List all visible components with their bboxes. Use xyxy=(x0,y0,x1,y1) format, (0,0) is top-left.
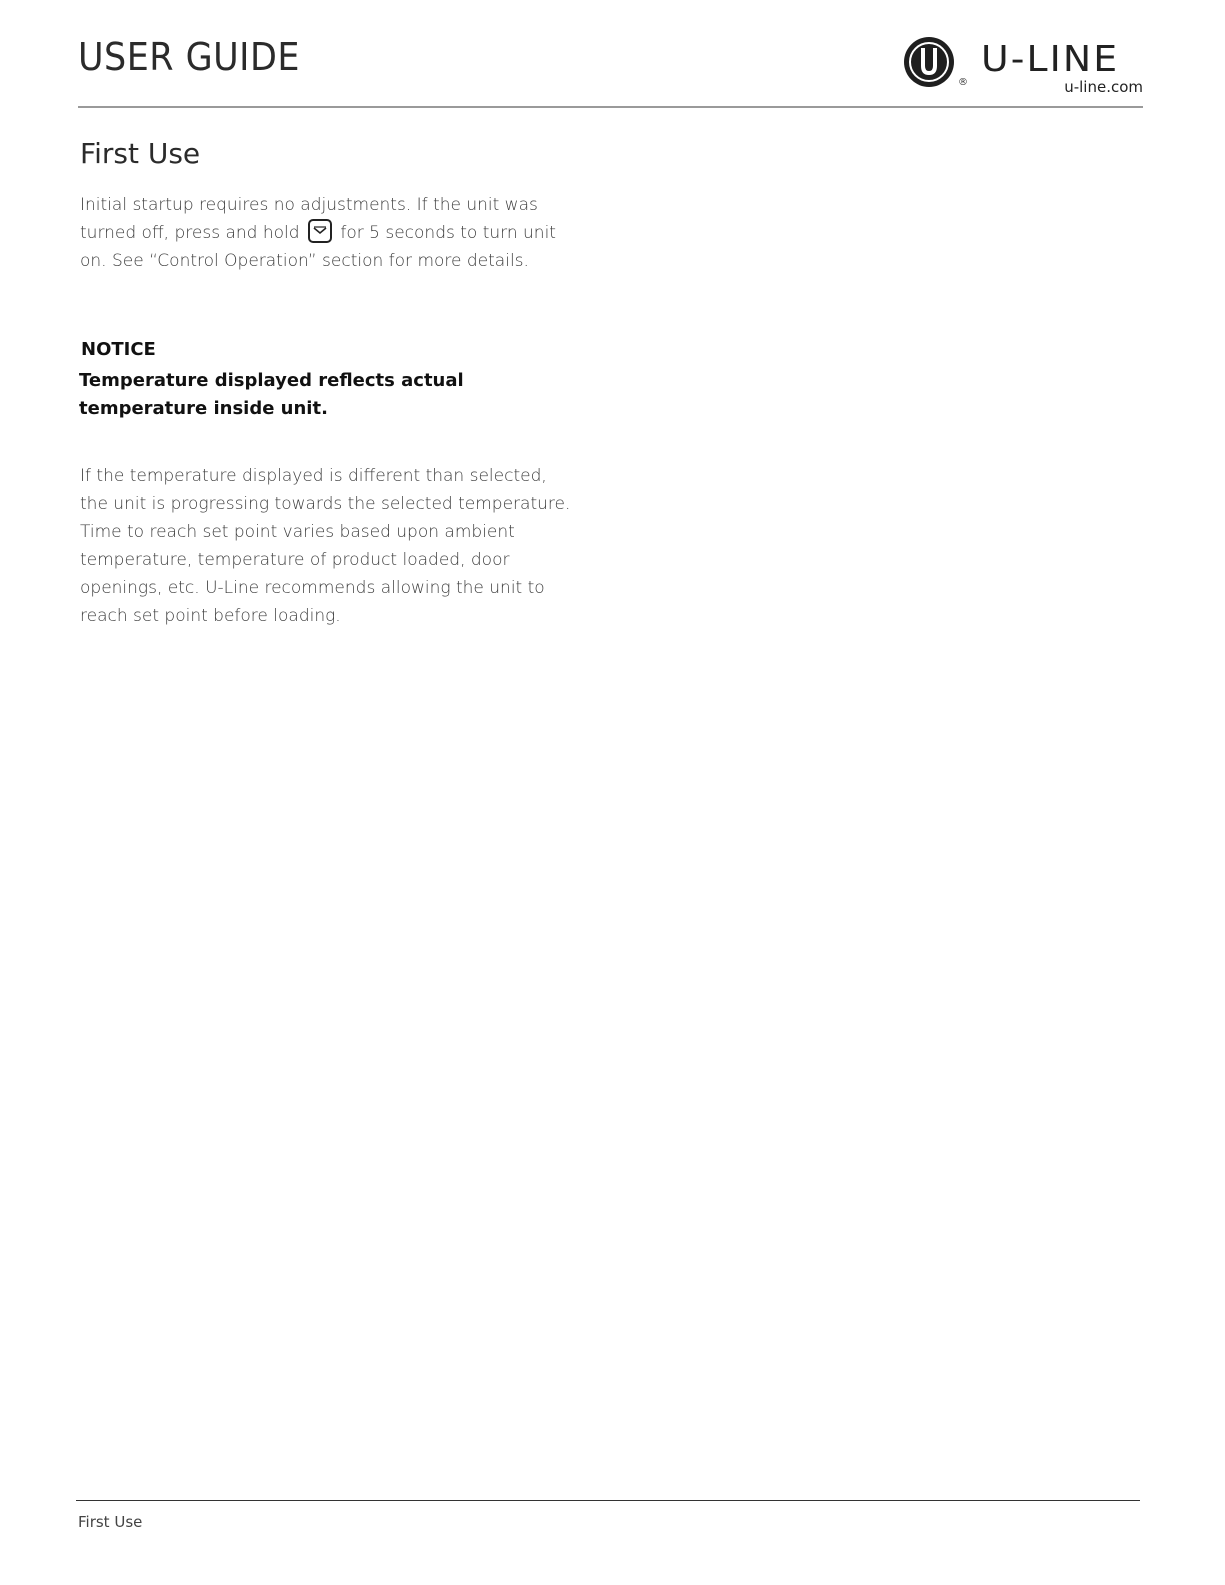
u-line-logo-mark-icon xyxy=(903,34,959,90)
u-line-logo xyxy=(903,34,1143,100)
page-header-title: USER GUIDE xyxy=(78,35,300,79)
header-divider xyxy=(78,106,1143,108)
registered-mark: ® xyxy=(958,77,968,88)
intro-paragraph xyxy=(80,191,580,275)
section-heading: First Use xyxy=(80,137,201,170)
down-arrow-button-icon xyxy=(308,219,332,243)
notice-text: Temperature displayed reflects actual temperature inside unit. xyxy=(79,370,464,419)
intro-text-before-icon: Initial startup requires no adjustments. If the unit was turned off, press and hold xyxy=(80,195,538,243)
footer-section-label: First Use xyxy=(78,1513,143,1531)
logo-wordmark: U-LINE xyxy=(981,39,1120,80)
logo-url: u-line.com xyxy=(1064,78,1143,96)
notice-label: NOTICE xyxy=(81,339,156,360)
detail-paragraph: If the temperature displayed is different than selected, the unit is progressing towards the selected temperature. Time to reach set point varies based upon ambient temperature, temperature of product loaded, door openings, etc. U-Line recommends allowing the unit to reach set point before loading. xyxy=(80,466,571,626)
intro-text-after-icon: for 5 seconds to turn unit on. See “Control Operation” section for more details. xyxy=(80,223,556,271)
footer-divider xyxy=(76,1500,1140,1501)
